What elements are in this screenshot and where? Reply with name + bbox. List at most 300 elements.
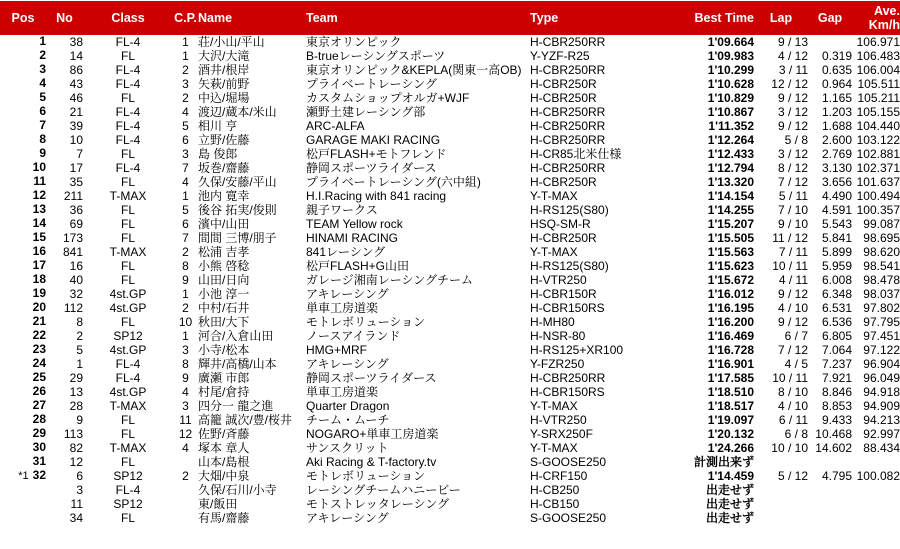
cell-type: S-GOOSE250 (530, 511, 607, 525)
cell-no: 211 (63, 189, 83, 203)
cell-team: 単車工房道楽 (306, 301, 379, 315)
cell-cp: 4 (182, 441, 189, 455)
cell-lap: 6 / 11 (778, 413, 808, 427)
cell-type: H-CBR250R (530, 91, 597, 105)
cell-class: FL-4 (115, 133, 141, 147)
cell-pos (0, 483, 46, 497)
cell-name: 山田/日向 (198, 273, 250, 287)
cell-pos-value: 26 (32, 385, 46, 398)
cell-ave (852, 511, 900, 525)
cell-pos-value: 20 (32, 301, 46, 314)
cell-name: 河合/入倉山田 (198, 329, 274, 343)
cell-lap (754, 483, 808, 497)
cell-class: FL-4 (115, 105, 141, 119)
table-row (0, 483, 900, 497)
cell-pos-value: 19 (32, 287, 46, 300)
cell-cp: 4 (182, 175, 189, 189)
cell-best-time: 出走せず (705, 511, 754, 525)
cell-no: 86 (69, 63, 83, 77)
cell-ave: 106.483 (856, 49, 900, 63)
cell-gap: 6.348 (821, 287, 852, 301)
cell-gap: 8.853 (821, 399, 852, 413)
cell-cp: 6 (182, 133, 189, 147)
cell-class: FL-4 (115, 35, 141, 49)
cell-type: H-CBR250R (530, 175, 597, 189)
cell-team: アキレーシング (306, 511, 389, 525)
cell-cp: 2 (182, 91, 189, 105)
cell-pos-value: 22 (32, 329, 46, 342)
cell-name: 間間 三博/朋子 (198, 231, 277, 245)
header-type: Type (530, 1, 664, 35)
cell-best-time: 1'17.585 (707, 371, 754, 385)
cell-pos (0, 161, 46, 175)
cell-class: FL (120, 49, 135, 63)
cell-class: FL (120, 259, 135, 273)
table-row (0, 245, 900, 259)
cell-type: Y-T-MAX (530, 441, 578, 455)
table-row (0, 511, 900, 525)
cell-pos-value: 27 (32, 399, 46, 412)
header-lap: Lap (754, 1, 808, 35)
cell-gap: 9.433 (821, 413, 852, 427)
cell-gap (808, 497, 852, 511)
cell-cp: 9 (182, 371, 189, 385)
cell-pos-value: 11 (33, 175, 46, 188)
cell-ave: 103.122 (856, 133, 900, 147)
cell-best-time: 1'12.794 (707, 161, 754, 175)
cell-gap: 7.237 (821, 357, 852, 371)
cell-type: H-CB250 (530, 483, 580, 497)
cell-cp: 5 (182, 203, 189, 217)
header-name: Name (198, 1, 306, 35)
cell-best-time: 1'18.510 (707, 385, 754, 399)
table-row (0, 329, 900, 343)
cell-team: レーシングチームハニービー (306, 483, 461, 497)
cell-team: B-trueレーシングスポーツ (306, 49, 446, 63)
cell-gap: 2.600 (821, 133, 852, 147)
cell-lap: 5 / 11 (778, 189, 808, 203)
cell-gap: 3.130 (821, 161, 852, 175)
cell-class: T-MAX (109, 399, 147, 413)
cell-ave (852, 455, 900, 469)
cell-ave: 96.049 (863, 371, 900, 385)
table-row (0, 315, 900, 329)
cell-pos-value: 2 (39, 49, 46, 62)
cell-pos (0, 329, 46, 343)
cell-ave: 106.971 (856, 35, 900, 49)
table-row (0, 35, 900, 49)
cell-ave: 105.211 (857, 91, 900, 105)
cell-class: FL-4 (115, 63, 141, 77)
cell-cp: 3 (182, 399, 189, 413)
cell-no: 3 (76, 483, 83, 497)
cell-type: H-CBR250RR (530, 105, 606, 119)
cell-class: FL (120, 91, 135, 105)
cell-no: 8 (76, 315, 83, 329)
cell-best-time: 1'16.728 (707, 343, 754, 357)
cell-pos-value: 1 (39, 35, 46, 48)
table-header (0, 1, 900, 35)
cell-best-time: 1'13.320 (707, 175, 754, 189)
cell-no: 841 (62, 245, 83, 259)
cell-team: チーム・ムーチ (306, 413, 390, 427)
cell-class: SP12 (113, 497, 143, 511)
cell-lap: 7 / 10 (777, 203, 808, 217)
cell-class: FL (120, 511, 135, 525)
table-row (0, 427, 900, 441)
cell-best-time: 1'09.664 (707, 35, 754, 49)
cell-no: 46 (69, 91, 83, 105)
cell-team: 松戸FLASH+G山田 (306, 259, 410, 273)
cell-pos-value: 29 (32, 427, 46, 440)
cell-team: 単車工房道楽 (306, 385, 379, 399)
cell-best-time: 出走せず (705, 497, 754, 511)
cell-gap: 2.769 (821, 147, 852, 161)
cell-pos-value: 9 (39, 147, 46, 160)
cell-no: 9 (76, 413, 83, 427)
cell-cp: 2 (182, 245, 189, 259)
cell-lap: 7 / 11 (778, 245, 808, 259)
cell-pos-value: 24 (32, 357, 46, 370)
cell-ave (852, 497, 900, 511)
table-row (0, 301, 900, 315)
cell-name: 久保/石川/小寺 (198, 483, 277, 497)
cell-type: H-CBR150R (530, 287, 597, 301)
cell-no: 5 (76, 343, 83, 357)
cell-type: HSQ-SM-R (530, 217, 591, 231)
cell-pos (0, 399, 46, 413)
cell-team: 東京オリンピック&KEPLA(関東一高OB) (306, 63, 522, 77)
cell-team: 親子ワークス (306, 203, 378, 217)
cell-pos (0, 231, 46, 245)
cell-ave: 88.434 (863, 441, 900, 455)
cell-ave: 98.037 (863, 287, 900, 301)
cell-name: 坂巻/齋藤 (198, 161, 250, 175)
cell-no: 82 (69, 441, 83, 455)
header-no: No (46, 1, 83, 35)
cell-gap: 1.688 (821, 119, 852, 133)
cell-gap: 8.846 (821, 385, 852, 399)
cell-team: TEAM Yellow rock (306, 217, 403, 231)
cell-type: Y-T-MAX (530, 245, 578, 259)
cell-gap: 5.841 (821, 231, 852, 245)
cell-pos-value: 23 (32, 343, 46, 356)
cell-cp (173, 483, 198, 497)
cell-best-time: 1'16.200 (707, 315, 754, 329)
cell-gap: 5.959 (821, 259, 852, 273)
cell-name: 山本/島根 (198, 455, 250, 469)
cell-pos (0, 203, 46, 217)
cell-type: H-CBR150RS (530, 301, 605, 315)
cell-cp: 7 (182, 161, 189, 175)
cell-cp: 1 (182, 49, 189, 63)
table-row (0, 161, 900, 175)
cell-no: 36 (69, 203, 83, 217)
cell-gap: 5.899 (821, 245, 852, 259)
cell-type: H-CBR250RR (530, 133, 606, 147)
cell-ave: 94.213 (863, 413, 900, 427)
cell-lap: 10 / 11 (772, 371, 808, 385)
cell-best-time: 1'20.132 (707, 427, 754, 441)
cell-name: 村尾/倉持 (198, 385, 250, 399)
cell-pos (0, 315, 46, 329)
cell-team: Aki Racing & T-factory.tv (306, 455, 437, 469)
cell-class: FL-4 (115, 119, 141, 133)
cell-class: FL (120, 175, 135, 189)
cell-best-time: 1'14.154 (707, 189, 754, 203)
cell-pos (0, 105, 46, 119)
table-row (0, 413, 900, 427)
table-body (0, 35, 900, 525)
cell-ave: 102.371 (856, 161, 900, 175)
cell-name: 廣瀬 市郎 (198, 371, 250, 385)
cell-best-time: 1'18.517 (707, 399, 754, 413)
cell-cp: 3 (182, 77, 189, 91)
header-ave-label: Ave. (874, 4, 900, 18)
cell-cp: 1 (182, 287, 189, 301)
cell-lap: 4 / 10 (777, 301, 808, 315)
cell-team: プライベートレーシング (306, 77, 437, 91)
cell-lap (754, 455, 808, 469)
cell-gap (808, 511, 852, 525)
cell-pos-value: 25 (32, 371, 46, 384)
cell-cp: 8 (182, 357, 189, 371)
cell-lap: 9 / 12 (777, 119, 808, 133)
cell-class: FL-4 (115, 371, 141, 385)
cell-name: 久保/安藤/平山 (198, 175, 277, 189)
table-row (0, 217, 900, 231)
cell-best-time: 1'10.829 (707, 91, 754, 105)
cell-gap: 6.536 (821, 315, 852, 329)
cell-no: 35 (69, 175, 83, 189)
cell-pos-value: 5 (39, 91, 46, 104)
cell-lap: 9 / 12 (777, 315, 808, 329)
cell-name: 池内 寛幸 (198, 189, 250, 203)
cell-best-time: 1'10.867 (707, 105, 754, 119)
cell-class: FL (120, 455, 135, 469)
header-row (0, 1, 900, 35)
cell-lap: 3 / 12 (777, 105, 808, 119)
header-cp: C.P. (173, 1, 198, 35)
cell-gap (808, 483, 852, 497)
table-row (0, 119, 900, 133)
cell-name: 四分一 龍之進 (198, 399, 274, 413)
cell-best-time: 1'15.207 (707, 217, 754, 231)
cell-team: モトレボリューション (306, 315, 426, 329)
cell-no: 6 (76, 469, 83, 483)
cell-team: 瀬野土建レーシング部 (306, 105, 426, 119)
table-row (0, 357, 900, 371)
cell-ave: 100.357 (856, 203, 900, 217)
cell-gap: 0.319 (821, 49, 852, 63)
cell-note: *1 (18, 470, 29, 482)
cell-name: 立野/佐藤 (198, 133, 250, 147)
cell-name: 小池 淳一 (198, 287, 250, 301)
cell-name: 塚本 章人 (198, 441, 250, 455)
cell-lap: 4 / 10 (777, 399, 808, 413)
cell-name: 輝井/高橋/山本 (198, 357, 277, 371)
cell-ave: 102.881 (856, 147, 900, 161)
cell-team: アキレーシング (306, 357, 389, 371)
cell-name: 荘/小山/平山 (198, 35, 265, 49)
cell-type: H-RS125(S80) (530, 203, 609, 217)
cell-class: 4st.GP (109, 287, 147, 301)
cell-team: アキレーシング (306, 287, 389, 301)
cell-pos-value: 4 (39, 77, 46, 90)
cell-class: T-MAX (109, 245, 147, 259)
cell-pos (0, 189, 46, 203)
cell-team: ノースアイランド (306, 329, 401, 343)
cell-no: 113 (63, 427, 83, 441)
cell-type: H-CB150 (530, 497, 580, 511)
cell-name: 小熊 啓稔 (198, 259, 250, 273)
cell-pos (0, 357, 46, 371)
cell-pos (0, 35, 46, 49)
cell-best-time: 計測出来ず (693, 455, 754, 469)
cell-pos-value: 17 (32, 259, 46, 272)
cell-lap: 11 / 12 (772, 231, 808, 245)
cell-team: サンスクリット (306, 441, 389, 455)
cell-name: 渡辺/蔵本/米山 (198, 105, 277, 119)
cell-cp (173, 511, 198, 525)
cell-gap: 14.602 (815, 441, 852, 455)
cell-lap: 4 / 11 (778, 273, 808, 287)
cell-ave: 104.440 (856, 119, 900, 133)
cell-ave: 100.494 (856, 189, 900, 203)
cell-lap: 7 / 12 (777, 175, 808, 189)
cell-no: 12 (69, 455, 83, 469)
cell-no: 69 (69, 217, 83, 231)
cell-pos (0, 245, 46, 259)
cell-name: 佐野/斉藤 (198, 427, 250, 441)
cell-no: 34 (69, 511, 83, 525)
cell-cp: 11 (179, 413, 192, 427)
cell-pos (0, 119, 46, 133)
cell-pos-value: 30 (32, 441, 46, 454)
cell-pos (0, 77, 46, 91)
cell-lap: 6 / 7 (784, 329, 808, 343)
cell-gap: 6.008 (821, 273, 852, 287)
cell-pos (0, 511, 46, 525)
cell-type: H-VTR250 (530, 273, 587, 287)
table-row (0, 175, 900, 189)
cell-gap: 0.964 (821, 77, 852, 91)
cell-gap: 1.165 (821, 91, 852, 105)
cell-pos (0, 301, 46, 315)
cell-class: FL (120, 147, 135, 161)
cell-cp: 1 (182, 329, 189, 343)
cell-no: 29 (69, 371, 83, 385)
cell-gap: 0.635 (821, 63, 852, 77)
cell-pos (0, 455, 46, 469)
cell-pos (0, 147, 46, 161)
cell-pos-value: 10 (32, 161, 46, 174)
cell-ave: 106.004 (856, 63, 900, 77)
cell-team: HMG+MRF (306, 343, 367, 357)
cell-class: 4st.GP (109, 343, 147, 357)
table-row (0, 287, 900, 301)
cell-class: T-MAX (109, 189, 147, 203)
table-row (0, 371, 900, 385)
cell-type: Y-SRX250F (530, 427, 593, 441)
table-row (0, 147, 900, 161)
cell-name: 秋田/大下 (198, 315, 250, 329)
cell-class: FL (120, 273, 135, 287)
cell-no: 16 (69, 259, 83, 273)
cell-no: 13 (69, 385, 83, 399)
cell-lap (754, 511, 808, 525)
cell-gap: 4.490 (821, 189, 852, 203)
cell-pos (0, 133, 46, 147)
cell-cp: 3 (182, 147, 189, 161)
cell-name: 酒井/根岸 (198, 63, 250, 77)
cell-lap: 4 / 5 (784, 357, 808, 371)
cell-cp: 10 (178, 315, 193, 329)
cell-team: H.I.Racing with 841 racing (306, 189, 447, 203)
cell-class: SP12 (113, 329, 143, 343)
table-row (0, 63, 900, 77)
cell-cp: 6 (182, 217, 189, 231)
cell-type: Y-T-MAX (530, 189, 578, 203)
cell-ave: 98.478 (863, 273, 900, 287)
cell-type: Y-T-MAX (530, 399, 578, 413)
table-row (0, 441, 900, 455)
cell-best-time: 1'15.563 (707, 245, 754, 259)
cell-lap: 5 / 12 (777, 469, 808, 483)
cell-pos-value: 3 (39, 63, 46, 76)
cell-name: 小寺/松本 (198, 343, 250, 357)
cell-class: T-MAX (109, 441, 147, 455)
cell-ave: 97.802 (863, 301, 900, 315)
header-best-time: Best Time (664, 1, 754, 35)
cell-name: 矢萩/前野 (198, 77, 250, 91)
cell-type: H-RS125(S80) (530, 259, 609, 273)
cell-name: 高籠 誠次/豊/桜井 (198, 413, 293, 427)
cell-pos-value: 16 (32, 245, 46, 258)
header-ave-unit: Km/h (868, 18, 900, 32)
cell-ave: 92.997 (863, 427, 900, 441)
cell-name: 松浦 吉孝 (198, 245, 250, 259)
cell-gap: 5.543 (821, 217, 852, 231)
cell-lap: 9 / 13 (777, 35, 808, 49)
cell-best-time: 1'09.983 (707, 49, 754, 63)
cell-name: 有馬/齋藤 (198, 511, 250, 525)
cell-type: H-CBR250RR (530, 161, 606, 175)
cell-type: H-CRF150 (530, 469, 588, 483)
header-gap: Gap (808, 1, 852, 35)
cell-class: FL (120, 315, 135, 329)
cell-lap: 12 / 12 (771, 77, 808, 91)
cell-pos-value: 32 (32, 469, 46, 482)
cell-gap: 10.468 (815, 427, 852, 441)
table-row (0, 49, 900, 63)
cell-pos-value: 13 (32, 203, 46, 216)
cell-pos (0, 259, 46, 273)
cell-class: FL (120, 413, 135, 427)
cell-gap: 4.795 (821, 469, 852, 483)
cell-name: 濱中/山田 (198, 217, 250, 231)
table-row (0, 91, 900, 105)
cell-best-time: 1'15.505 (707, 231, 754, 245)
table-row (0, 259, 900, 273)
cell-best-time: 1'11.352 (708, 119, 754, 133)
cell-name: 東/飯田 (198, 497, 238, 511)
cell-cp: 1 (182, 35, 189, 49)
cell-team: モトストレッタレーシング (306, 497, 449, 511)
cell-lap (754, 497, 808, 511)
cell-type: Y-FZR250 (530, 357, 585, 371)
cell-cp (173, 455, 198, 469)
